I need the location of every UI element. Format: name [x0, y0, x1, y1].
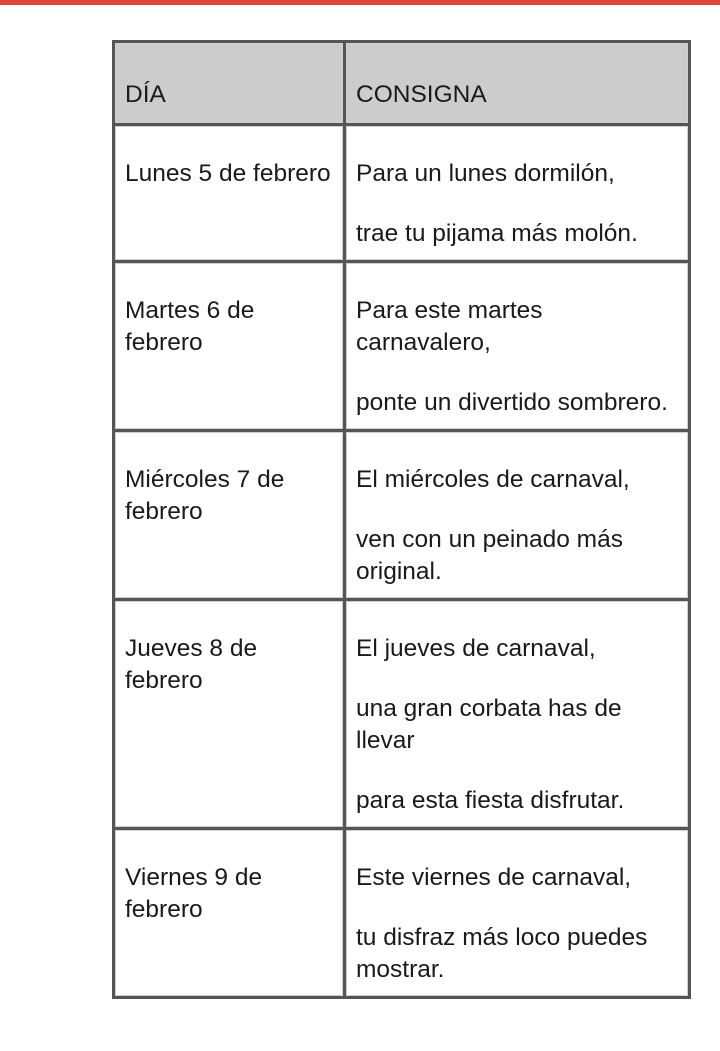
consigna-line: trae tu pijama más molón. — [356, 220, 638, 247]
consigna-line: Para este martes carnavalero, — [356, 297, 543, 356]
consigna-cell — [345, 600, 690, 829]
day-cell: Martes 6 de febrero — [114, 262, 345, 431]
header-day: DÍA — [114, 42, 345, 125]
day-cell: Jueves 8 de febrero — [114, 600, 345, 829]
consigna-cell — [345, 829, 690, 998]
table-row — [114, 829, 690, 998]
table-row — [114, 431, 690, 600]
table-row — [114, 125, 690, 262]
day-cell: Viernes 9 de febrero — [114, 829, 345, 998]
consigna-line: para esta fiesta disfrutar. — [356, 787, 625, 814]
consigna-line: ponte un divertido sombrero. — [356, 389, 668, 416]
consigna-line: tu disfraz más loco puedes mostrar. — [356, 924, 648, 983]
consigna-line: ven con un peinado más original. — [356, 526, 623, 585]
consigna-line: una gran corbata has de llevar — [356, 695, 622, 754]
table-row — [114, 600, 690, 829]
consigna-line: El jueves de carnaval, — [356, 635, 596, 662]
day-cell: Lunes 5 de febrero — [114, 125, 345, 262]
consigna-cell — [345, 125, 690, 262]
consigna-line: Para un lunes dormilón, — [356, 160, 615, 187]
consigna-cell — [345, 431, 690, 600]
table-header-row — [114, 42, 690, 125]
consigna-line: El miércoles de carnaval, — [356, 466, 630, 493]
top-accent-bar — [0, 0, 720, 5]
consigna-line: Este viernes de carnaval, — [356, 864, 632, 891]
day-cell: Miércoles 7 de febrero — [114, 431, 345, 600]
consigna-cell — [345, 262, 690, 431]
carnival-schedule-table — [112, 40, 691, 999]
header-consigna: CONSIGNA — [345, 42, 690, 125]
table-row — [114, 262, 690, 431]
